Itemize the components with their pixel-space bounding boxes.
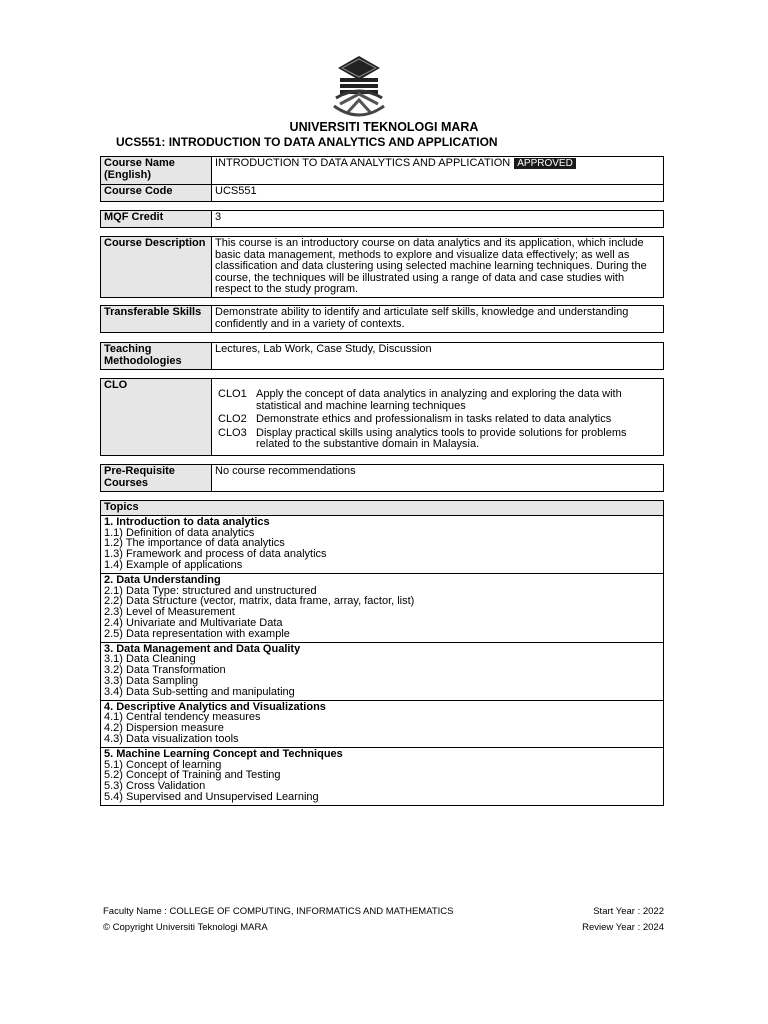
teaching-label: Teaching Methodologies: [101, 343, 212, 370]
topic-item: 2.5) Data representation with example: [104, 627, 290, 640]
topic-section: 4. Descriptive Analytics and Visualizations 4.1) Central tendency measures 4.2) Dispersion measure 4.3) Data visualization tools: [101, 700, 664, 747]
course-name-label: Course Name (English): [101, 157, 212, 185]
topic-item: 2.2) Data Structure (vector, matrix, data frame, array, factor, list): [104, 595, 415, 608]
topic-item: 2.1) Data Type: structured and unstructured: [104, 584, 317, 597]
topic-item: 5.1) Concept of learning: [104, 758, 222, 771]
skills-label: Transferable Skills: [101, 306, 212, 333]
topic-item: 4.2) Dispersion measure: [104, 722, 224, 735]
skills-value: Demonstrate ability to identify and articulate self skills, knowledge and understanding confidently and in a variety of contexts.: [212, 306, 664, 333]
mqf-value: 3: [212, 211, 664, 228]
clo-list: [212, 379, 664, 456]
topic-section: 5. Machine Learning Concept and Techniques 5.1) Concept of learning 5.2) Concept of Training and Testing 5.3) Cross Validation 5.4) Supervised and Unsupervised Learning: [101, 747, 664, 805]
topic-section: 2. Data Understanding 2.1) Data Type: structured and unstructured 2.2) Data Structure (vector, matrix, data frame, array, factor, list) 2.3) Level of Measurement 2.4) Univariate and Multivariate Data 2.5) Data representation with example: [101, 573, 664, 642]
topics-header: Topics: [101, 501, 664, 516]
teaching-table: [100, 342, 664, 370]
mqf-label: MQF Credit: [101, 211, 212, 228]
description-table: [100, 236, 664, 298]
course-title: UCS551: INTRODUCTION TO DATA ANALYTICS AND APPLICATION: [116, 135, 498, 149]
topic-item: 2.4) Univariate and Multivariate Data: [104, 616, 283, 629]
skills-table: [100, 305, 664, 333]
faculty-name: Faculty Name : COLLEGE OF COMPUTING, INFORMATICS AND MATHEMATICS: [103, 906, 454, 917]
topic-item: 4.3) Data visualization tools: [104, 732, 239, 745]
topics-table: [100, 500, 664, 806]
footer-row-1: [103, 906, 664, 917]
prereq-table: [100, 464, 664, 492]
topic-item: 5.2) Concept of Training and Testing: [104, 769, 281, 782]
review-year: Review Year : 2024: [582, 922, 664, 933]
clo-item: CLO2 Demonstrate ethics and professionalism in tasks related to data analytics: [218, 413, 612, 425]
topic-section: 1. Introduction to data analytics 1.1) Definition of data analytics 1.2) The importance of data analytics 1.3) Framework and process of data analytics 1.4) Example of applications: [101, 515, 664, 573]
topic-item: 2.3) Level of Measurement: [104, 606, 235, 619]
topic-section: 3. Data Management and Data Quality 3.1) Data Cleaning 3.2) Data Transformation 3.3) Data Sampling 3.4) Data Sub-setting and manipulating: [101, 642, 664, 700]
start-year: Start Year : 2022: [593, 906, 664, 917]
topic-item: 3.4) Data Sub-setting and manipulating: [104, 685, 295, 698]
course-code-value: UCS551: [212, 185, 664, 202]
prereq-label: Pre-Requisite Courses: [101, 465, 212, 492]
description-label: Course Description: [101, 237, 212, 298]
uitm-logo-icon: [330, 54, 388, 118]
clo-item: CLO3 Display practical skills using analytics tools to provide solutions for problems related to the substantive domain in Malaysia.: [218, 426, 627, 450]
course-name-value: [212, 157, 664, 185]
course-name-table: [100, 156, 664, 202]
footer-row-2: [103, 922, 664, 933]
mqf-table: [100, 210, 664, 228]
prereq-value: No course recommendations: [212, 465, 664, 492]
topic-item: 1.4) Example of applications: [104, 558, 243, 571]
topic-item: 3.2) Data Transformation: [104, 664, 226, 677]
description-value: This course is an introductory course on data analytics and its application, which include basic data management, methods to explore and visualize data effectively; as well as classification and data clustering using selected machine learning techniques. During the course, the techniques will be illustrated using a range of data and case studies with respect to the study program.: [212, 237, 664, 298]
copyright: © Copyright Universiti Teknologi MARA: [103, 922, 268, 933]
topic-item: 5.3) Cross Validation: [104, 780, 206, 793]
topic-item: 5.4) Supervised and Unsupervised Learning: [104, 790, 319, 803]
topic-item: 1.3) Framework and process of data analytics: [104, 548, 327, 561]
course-code-label: Course Code: [101, 185, 212, 202]
clo-item: CLO1 Apply the concept of data analytics in analyzing and exploring the data with statistical and machine learning techniques: [218, 388, 622, 412]
teaching-value: Lectures, Lab Work, Case Study, Discussion: [212, 343, 664, 370]
university-name: UNIVERSITI TEKNOLOGI MARA: [289, 120, 479, 134]
topic-item: 3.3) Data Sampling: [104, 674, 199, 687]
clo-table: [100, 378, 664, 456]
topic-item: 1.2) The importance of data analytics: [104, 537, 285, 550]
topic-item: 1.1) Definition of data analytics: [104, 526, 255, 539]
topic-item: 4.1) Central tendency measures: [104, 711, 261, 724]
clo-label: CLO: [101, 379, 212, 456]
topic-item: 3.1) Data Cleaning: [104, 653, 196, 666]
course-name-text: INTRODUCTION TO DATA ANALYTICS AND APPLICATION: [215, 157, 511, 169]
status-badge: APPROVED: [514, 158, 576, 169]
